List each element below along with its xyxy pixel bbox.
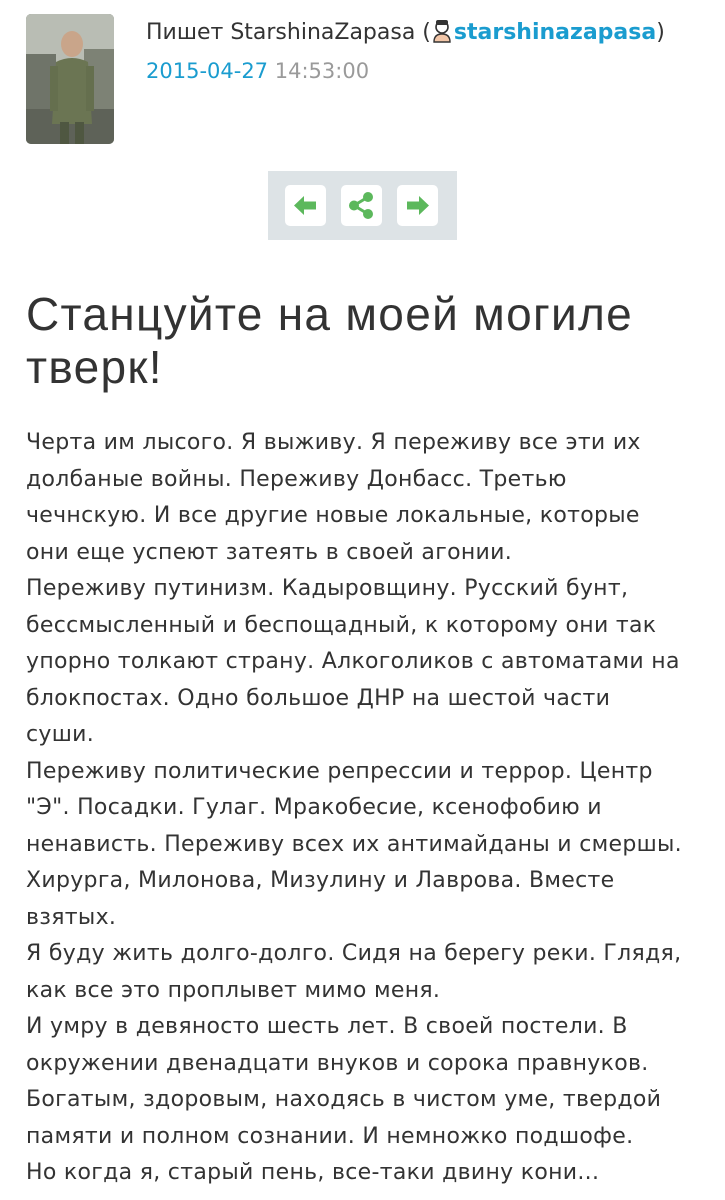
post-body-line: суши.: [26, 722, 95, 747]
arrow-left-icon: [285, 185, 326, 226]
post-body-line: Хирурга, Милонова, Мизулину и Лаврова. Вместе: [26, 868, 615, 893]
post-timestamp: [146, 56, 369, 86]
post-title-line-2: тверк!: [26, 341, 163, 393]
post-title-line-1: Станцуйте на моей могиле: [26, 288, 634, 340]
post-body-line: Богатым, здоровым, находясь в чистом уме, твердой: [26, 1087, 662, 1112]
post-body-line: "Э". Посадки. Гулаг. Мракобесие, ксенофобию и: [26, 795, 602, 820]
post-body-line: они еще успеют затеять в своей агонии.: [26, 539, 513, 565]
author-byline: [146, 18, 665, 52]
post-title: [26, 288, 706, 394]
post-body-line: упорно толкают страну. Алкоголиков с автоматами на: [26, 649, 680, 674]
post-body: [26, 425, 716, 1192]
arrow-right-icon: [397, 185, 438, 226]
share-icon: [341, 185, 382, 226]
post-body-line: памяти и полном сознании. И немножко подшофе.: [26, 1123, 634, 1149]
post-body-line: И умру в девяносто шесть лет. В своей постели. В: [26, 1014, 628, 1039]
post-time: 14:53:00: [274, 59, 370, 83]
post-body-line: взятых.: [26, 904, 117, 930]
user-head-icon: [431, 19, 453, 52]
post-body-line: бессмысленный и беспощадный, к которому они так: [26, 612, 657, 638]
post-body-line: Черта им лысого. Я выживу. Я переживу все эти их: [26, 430, 641, 455]
share-button[interactable]: [341, 185, 382, 226]
post-body-line: чечнскую. И все другие новые локальные, которые: [26, 503, 640, 528]
post-body-line: как все это проплывет мимо меня.: [26, 977, 441, 1003]
post-body-line: Переживу политические репрессии и террор. Центр: [26, 758, 653, 784]
post-body-line: долбаные войны. Переживу Донбасс. Третью: [26, 466, 567, 492]
byline-suffix: ): [656, 20, 665, 45]
post-body-line: окружении двенадцати внуков и сорока правнуков.: [26, 1050, 649, 1076]
author-username-link[interactable]: starshinazapasa: [453, 20, 657, 45]
post-body-line: Переживу путинизм. Кадыровщину. Русский бунт,: [26, 576, 629, 601]
post-body-line: ненависть. Переживу всех их антимайданы и смершы.: [26, 831, 682, 857]
next-post-button[interactable]: [397, 185, 438, 226]
post-navigation: [268, 171, 457, 240]
post-body-line: Но когда я, старый пень, все-таки двину кони...: [26, 1160, 600, 1185]
post-date-link[interactable]: 2015-04-27: [146, 59, 269, 83]
byline-prefix: Пишет StarshinaZapasa (: [146, 20, 431, 45]
post-body-line: блокпостах. Одно большое ДНР на шестой части: [26, 685, 611, 711]
previous-post-button[interactable]: [285, 185, 326, 226]
author-avatar[interactable]: [26, 14, 114, 144]
author-photo: [26, 14, 114, 144]
post-body-line: Я буду жить долго-долго. Сидя на берегу реки. Глядя,: [26, 941, 682, 966]
post-header: [26, 14, 706, 146]
